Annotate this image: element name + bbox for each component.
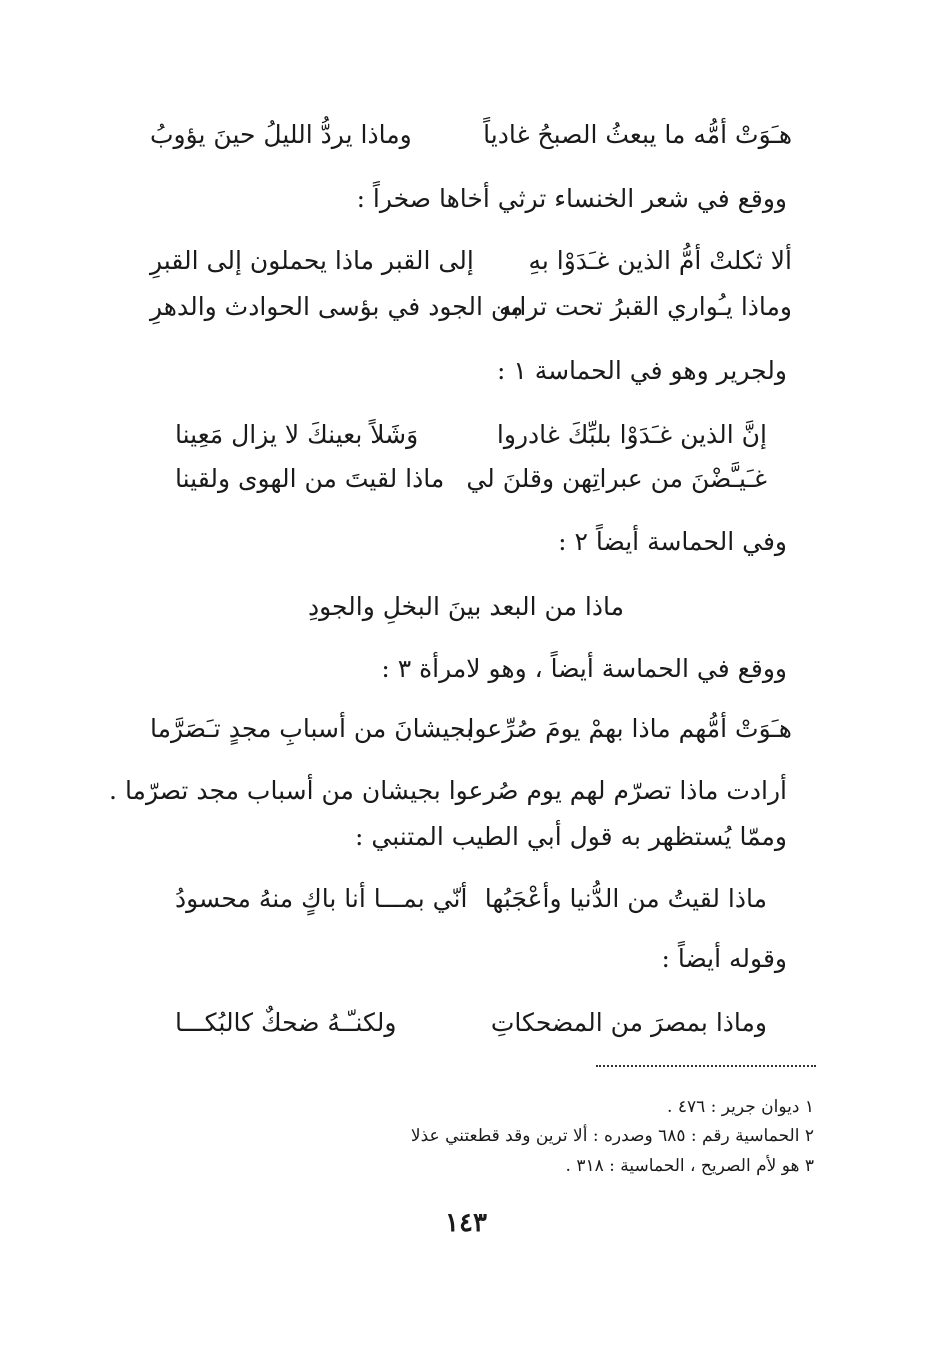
verse-7-hemistich-left: بجيشانَ من أسبابِ مجدٍ تـَصَرَّما xyxy=(150,714,474,743)
prose-line-2: ولجرير وهو في الحماسة ١ : xyxy=(496,356,787,385)
page-number: ١٤٣ xyxy=(445,1208,487,1238)
verse-1-hemistich-left: وماذا يردُّ الليلُ حينَ يؤوبُ xyxy=(150,120,412,149)
verse-7-hemistich-right: هـَوَتْ أمُّهم ماذا بهمْ يومَ صُرِّعوا xyxy=(467,714,792,743)
verse-1-hemistich-right: هـَوَتْ أمُّه ما يبعثُ الصبحُ غادياً xyxy=(483,120,792,149)
verse-8-hemistich-left: أنّي بمـــا أنا باكٍ منهُ محسودُ xyxy=(175,884,468,913)
verse-4-hemistich-right: إنَّ الذين غـَدَوْا بلبِّكَ غادروا xyxy=(496,420,767,449)
prose-line-1: ووقع في شعر الخنساء ترثي أخاها صخراً : xyxy=(356,184,787,213)
prose-line-6: وممّا يُستظهر به قول أبي الطيب المتنبي : xyxy=(355,822,787,851)
verse-3-hemistich-left: من الجود في بؤسى الحوادث والدهرِ xyxy=(150,292,524,321)
verse-8-hemistich-right: ماذا لقيتُ من الدُّنيا وأعْجَبُها xyxy=(484,884,767,913)
prose-line-7: وقوله أيضاً : xyxy=(661,944,787,973)
verse-3-hemistich-right: وماذا يـُواري القبرُ تحت ترابه xyxy=(499,292,792,321)
verse-6-centered: ماذا من البعد بينَ البخلِ والجودِ xyxy=(307,592,625,621)
verse-5-hemistich-left: ماذا لقيتَ من الهوى ولقينا xyxy=(175,464,445,493)
prose-line-3: وفي الحماسة أيضاً ٢ : xyxy=(558,527,787,556)
footnote-separator xyxy=(596,1065,816,1067)
footnote-1: ١ ديوان جرير : ٤٧٦ . xyxy=(667,1097,814,1117)
footnote-3: ٣ هو لأم الصريح ، الحماسية : ٣١٨ . xyxy=(565,1156,814,1176)
prose-line-4: ووقع في الحماسة أيضاً ، وهو لامرأة ٣ : xyxy=(381,654,787,683)
verse-9-hemistich-right: وماذا بمصرَ من المضحكاتِ xyxy=(490,1008,767,1037)
verse-4-hemistich-left: وَشَلاً بعينكَ لا يزال مَعِينا xyxy=(175,420,419,449)
verse-2-hemistich-right: ألا ثكلتْ أمُّ الذين غـَدَوْا بهِ xyxy=(528,246,792,275)
verse-5-hemistich-right: غـَيـَّضْنَ من عبراتِهن وقلنَ لي xyxy=(466,464,767,493)
prose-line-5: أرادت ماذا تصرّم لهم يوم صُرعوا بجيشان من أسباب مجد تصرّما . xyxy=(109,776,787,805)
verse-9-hemistich-left: ولكنـّـهُ ضحكٌ كالبُكـــا xyxy=(175,1008,397,1037)
footnote-2: ٢ الحماسية رقم : ٦٨٥ وصدره : ألا ترين وقد قطعتني عذلا xyxy=(410,1126,814,1146)
verse-2-hemistich-left: إلى القبر ماذا يحملون إلى القبرِ xyxy=(150,246,474,275)
